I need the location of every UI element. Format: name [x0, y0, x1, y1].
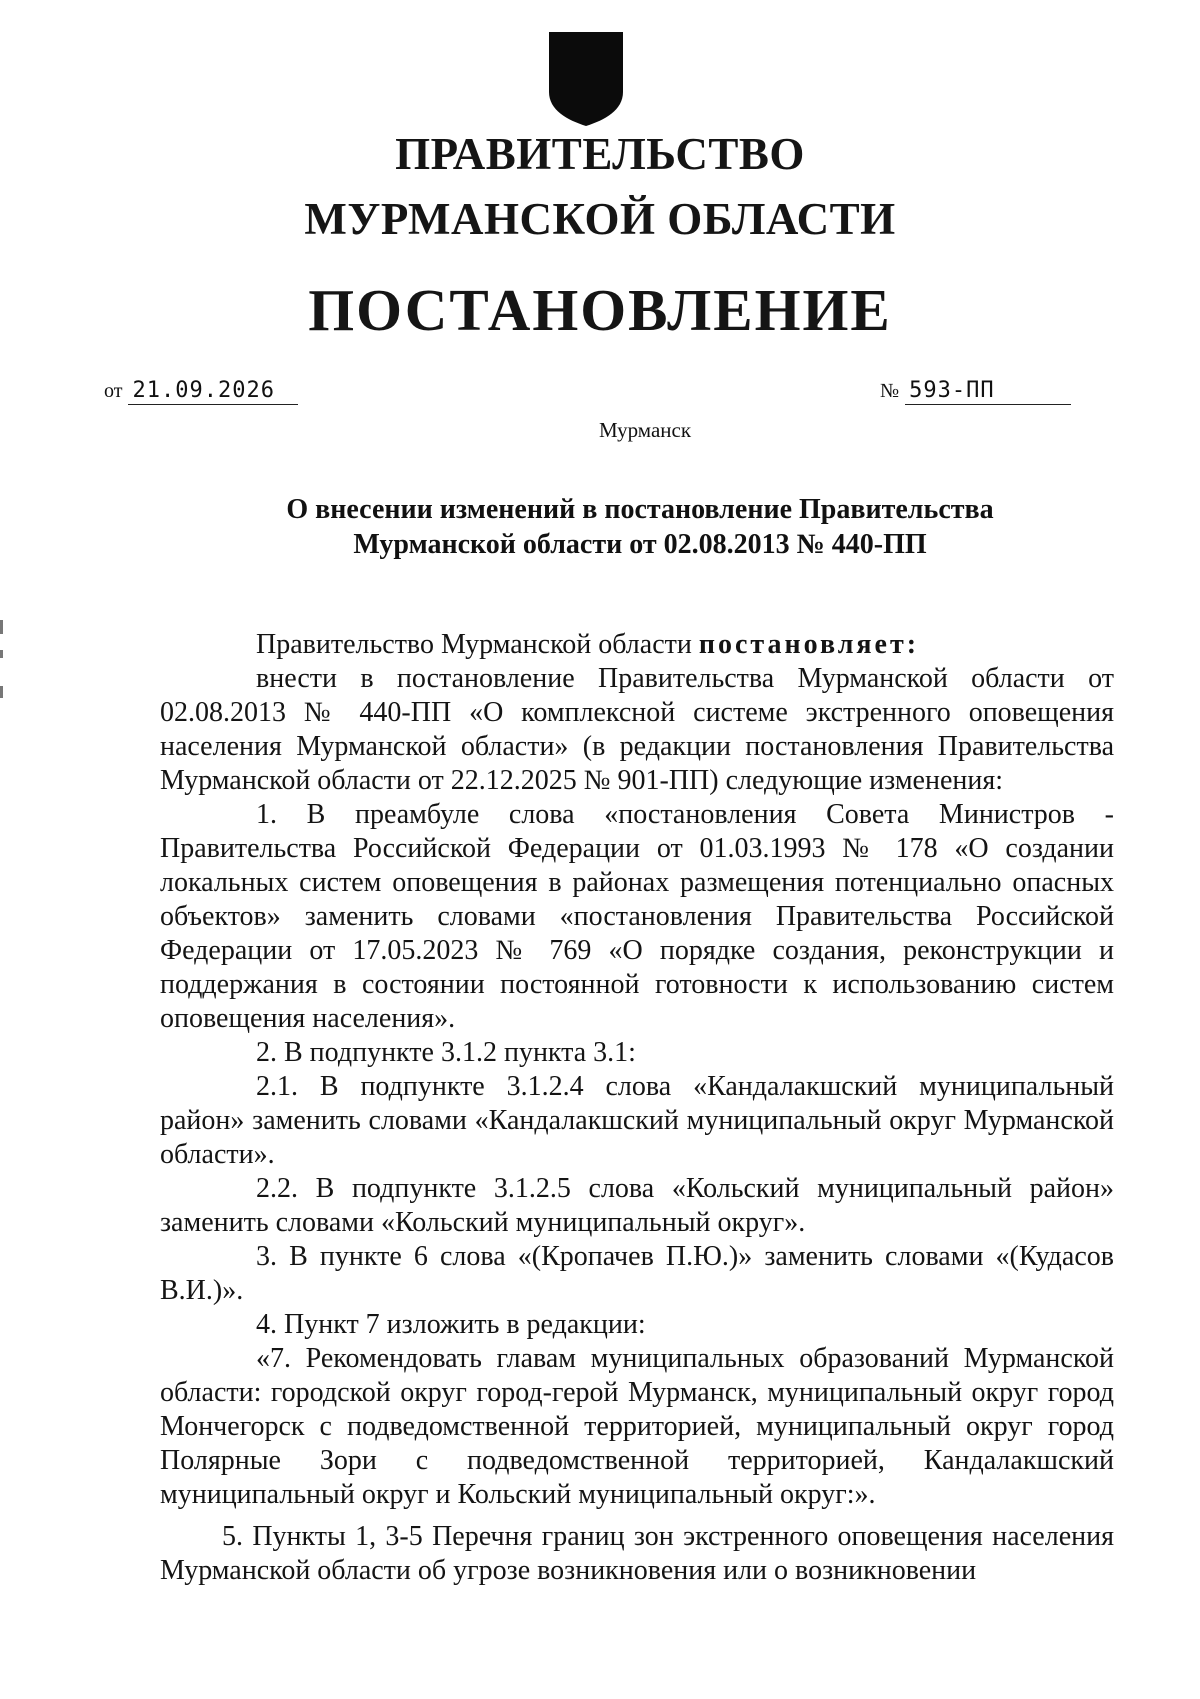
government-name-line-1: ПРАВИТЕЛЬСТВО [395, 129, 805, 179]
number-value: 593-ПП [905, 378, 1071, 405]
title-line-1: О внесении изменений в постановление Правительства [286, 494, 994, 525]
intro-emphasis: постановляет: [698, 629, 920, 660]
city-name: Мурманск [598, 418, 692, 442]
paragraph-resolution: внести в постановление Правительства Мурманской области от 02.08.2013 № 440-ПП «О комплексной системе экстренного оповещения населения Мурманской области» (в редакции постановления Правительства Мурманской области от 22.12.2025 № 901-ПП) следующие изменения: [160, 663, 1114, 796]
intro-prefix: Правительство Мурманской области [256, 629, 699, 660]
document-type-heading: ПОСТАНОВЛЕНИЕ [308, 277, 892, 343]
date-value: 21.09.2026 [128, 378, 298, 405]
paragraph-item-5: 5. Пункты 1, 3-5 Перечня границ зон экстренного оповещения населения Мурманской области об угрозе возникновения или о возникновении [160, 1521, 1114, 1586]
scan-margin-mark [0, 620, 3, 634]
paragraph-item-1: 1. В преамбуле слова «постановления Совета Министров - Правительства Российской Федерации от 01.03.1993 № 178 «О создании локальных систем оповещения в районах размещения потенциально опасных объектов» заменить словами «постановления Правительства Российской Федерации от 17.05.2023 № 769 «О порядке создания, реконструкции и поддержания в состоянии постоянной готовности к использованию систем оповещения населения». [160, 799, 1114, 1034]
government-name-line-2: МУРМАНСКОЙ ОБЛАСТИ [304, 194, 896, 244]
paragraph-item-4: 4. Пункт 7 изложить в редакции: [256, 1309, 646, 1340]
document-number [880, 378, 1071, 405]
paragraph-item-2-2: 2.2. В подпункте 3.1.2.5 слова «Кольский муниципальный район» заменить словами «Кольский муниципальный округ». [160, 1173, 1114, 1238]
scan-margin-mark [0, 650, 3, 658]
paragraph-item-4-text: «7. Рекомендовать главам муниципальных образований Мурманской области: городской округ город-герой Мурманск, муниципальный округ город Мончегорск с подведомственной территорией, муниципальный округ город Полярные Зори с подведомственной территорией, Кандалакшский муниципальный округ и Кольский муниципальный округ:». [160, 1343, 1114, 1510]
document-title [200, 492, 1080, 562]
paragraph-item-2: 2. В подпункте 3.1.2 пункта 3.1: [256, 1037, 636, 1068]
title-line-2: Мурманской области от 02.08.2013 № 440-ПП [353, 529, 927, 560]
coat-of-arms-emblem-icon [545, 30, 627, 128]
date-label: от [104, 380, 123, 402]
document-date [104, 378, 298, 405]
paragraph-item-2-1: 2.1. В подпункте 3.1.2.4 слова «Кандалакшский муниципальный район» заменить словами «Кандалакшский муниципальный округ Мурманской области». [160, 1071, 1114, 1170]
document-body [160, 628, 1114, 1588]
paragraph-item-3: 3. В пункте 6 слова «(Кропачев П.Ю.)» заменить словами «(Кудасов В.И.)». [160, 1241, 1114, 1306]
document-meta-row [0, 378, 1200, 418]
intro-paragraph [160, 628, 1114, 662]
scan-margin-mark [0, 686, 3, 698]
number-label: № [880, 380, 900, 402]
